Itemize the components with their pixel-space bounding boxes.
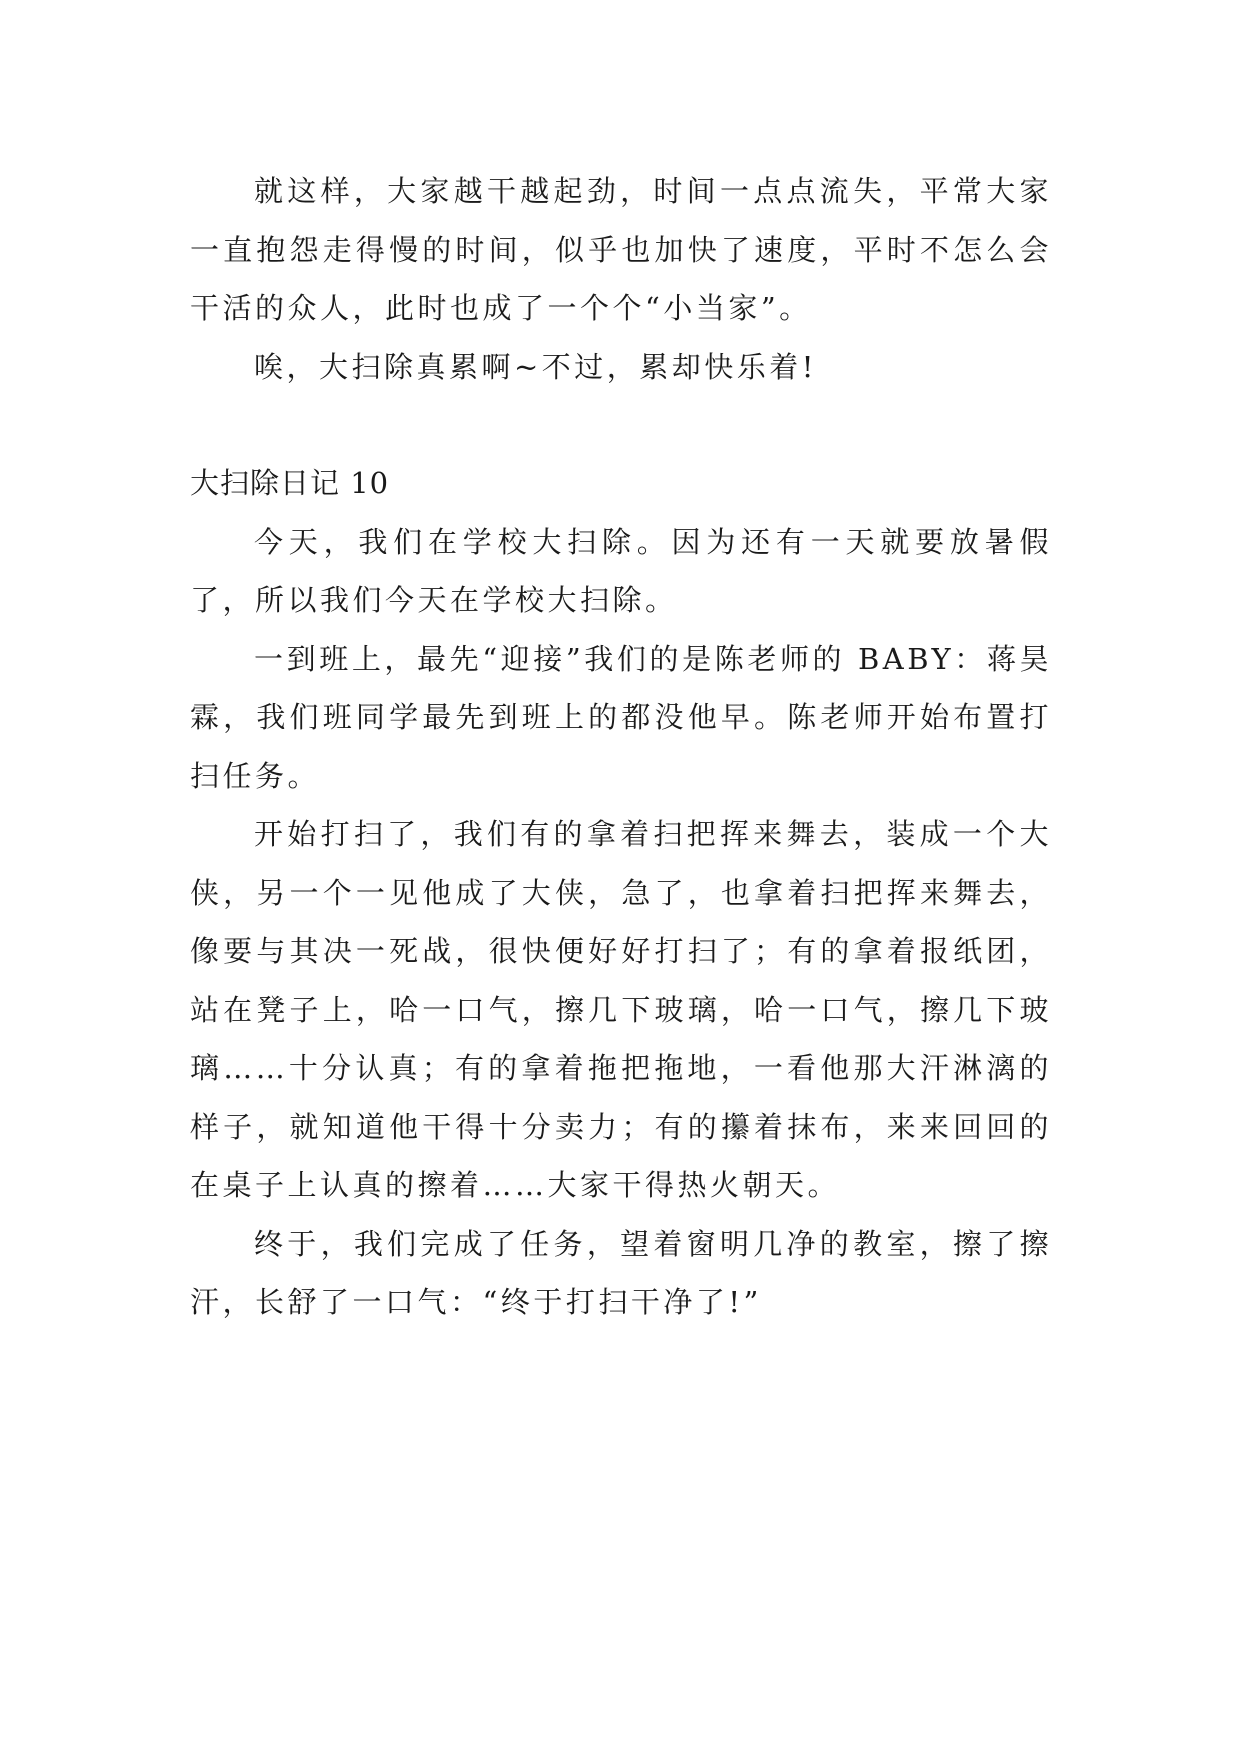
document-body [190,162,1052,1332]
paragraph: 一到班上，最先“迎接”我们的是陈老师的 BABY：蒋昊霖，我们班同学最先到班上的都没他早。陈老师开始布置打扫任务。 [190,641,1052,793]
paragraph: 今天，我们在学校大扫除。因为还有一天就要放暑假了，所以我们今天在学校大扫除。 [190,524,1052,617]
paragraph: 终于，我们完成了任务，望着窗明几净的教室，擦了擦汗，长舒了一口气：“终于打扫干净了!” [190,1226,1052,1319]
paragraph: 唉，大扫除真累啊~不过，累却快乐着! [254,349,817,384]
paragraph: 开始打扫了，我们有的拿着扫把挥来舞去，装成一个大侠，另一个一见他成了大侠，急了，也拿着扫把挥来舞去，像要与其决一死战，很快便好好打扫了；有的拿着报纸团，站在凳子上，哈一口气，擦几下玻璃，哈一口气，擦几下玻璃……十分认真；有的拿着拖把拖地，一看他那大汗淋漓的样子，就知道他干得十分卖力；有的攥着抹布，来来回回的在桌子上认真的擦着……大家干得热火朝天。 [190,817,1052,1202]
section-title: 大扫除日记 10 [190,466,390,500]
paragraph: 就这样，大家越干越起劲，时间一点点流失，平常大家一直抱怨走得慢的时间，似乎也加快了速度，平时不怎么会干活的众人，此时也成了一个个“小当家”。 [190,174,1052,325]
